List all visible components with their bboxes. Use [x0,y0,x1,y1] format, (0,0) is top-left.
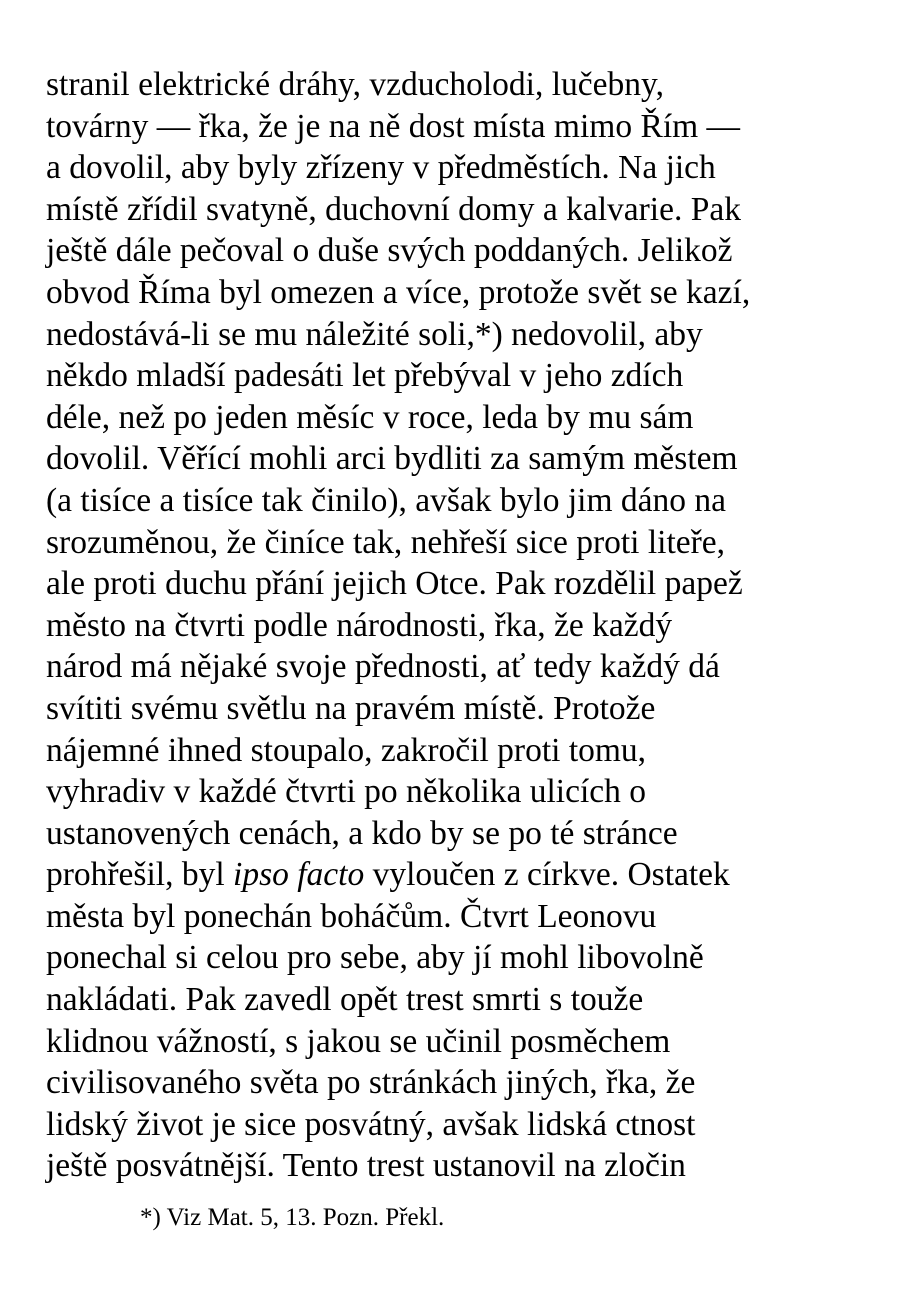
italic-phrase: ipso facto [233,856,365,894]
text-line-5: ještě dále pečoval o duše svých poddaných. Jelikož [46,232,733,270]
text-line-17: nájemné ihned stoupalo, zakročil proti tomu, [46,731,647,769]
text-line-7: nedostává-li se mu náležité soli,*) nedovolil, aby [46,315,703,353]
text-line-23: nakládati. Pak zavedl opět trest smrti s touže [46,981,644,1019]
text-line-12: srozuměnou, že činíce tak, nehřeší sice proti liteře, [46,523,726,561]
text-line-4: místě zřídil svatyně, duchovní domy a kalvarie. Pak [46,190,741,228]
body-paragraph [46,64,858,1187]
text-line-8: někdo mladší padesáti let přebýval v jeho zdích [46,357,684,395]
text-line-13: ale proti duchu přání jejich Otce. Pak rozdělil papež [46,565,743,603]
text-line-15: národ má nějaké svoje přednosti, ať tedy každý dá [46,648,720,686]
text-line-20: prohřešil, byl ipso facto vyloučen z církve. Ostatek [46,856,730,894]
text-line-26: lidský život je sice posvátný, avšak lidská ctnost [46,1105,696,1143]
page-body [46,64,858,1187]
text-line-19: ustanovených cenách, a kdo by se po té stránce [46,814,678,852]
text-line-1: stranil elektrické dráhy, vzducholodi, lučebny, [46,66,664,103]
text-line-14: město na čtvrti podle národnosti, řka, že každý [46,606,673,644]
text-line-3: a dovolil, aby byly zřízeny v předměstích. Na jich [46,149,716,187]
text-line-25: civilisovaného světa po stránkách jiných, řka, že [46,1064,696,1102]
text-line-16: svítiti svému světlu na pravém místě. Protože [46,689,656,727]
text-line-27: ještě posvátnější. Tento trest ustanovil na zločin [46,1147,686,1185]
text-line-24: klidnou vážností, s jakou se učinil posměchem [46,1022,671,1060]
text-line-10: dovolil. Věřící mohli arci bydliti za samým městem [46,440,738,478]
text-line-9: déle, než po jeden měsíc v roce, leda by mu sám [46,398,694,436]
text-line-6: obvod Říma byl omezen a více, protože svět se kazí, [46,273,751,311]
footnote: *) Viz Mat. 5, 13. Pozn. Překl. [140,1204,445,1231]
text-line-11: (a tisíce a tisíce tak činilo), avšak bylo jim dáno na [46,481,727,519]
text-line-18: vyhradiv v každé čtvrti po několika ulicích o [46,773,647,811]
text-line-22: ponechal si celou pro sebe, aby jí mohl libovolně [46,939,704,977]
text-line-21: města byl ponechán boháčům. Čtvrt Leonovu [46,897,657,935]
text-line-2: továrny — řka, že je na ně dost místa mimo Řím — [46,107,741,145]
